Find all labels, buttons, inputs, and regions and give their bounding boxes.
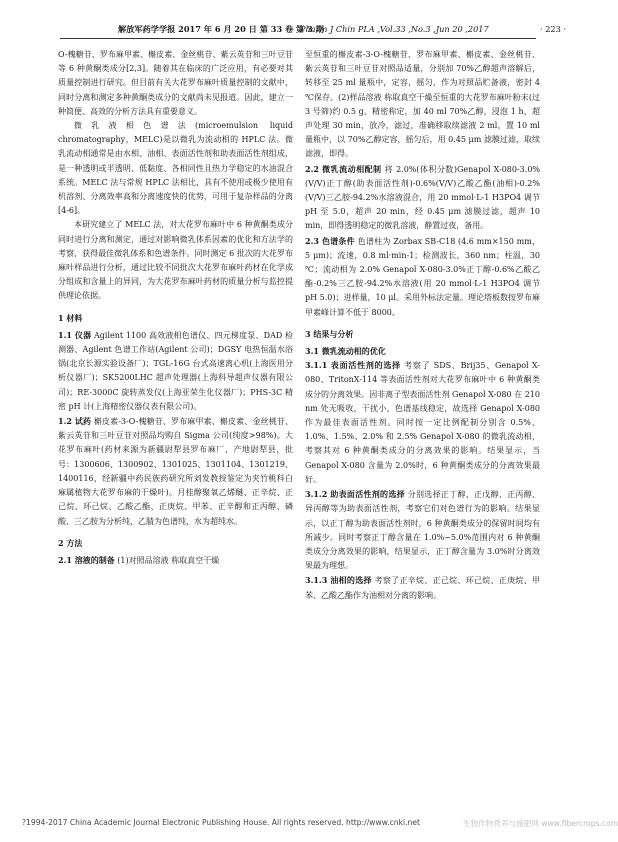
text-surfactant: 考察了 SDS、Brij35、Genapol X-080、TritonX-114 等表面活性剂对大花罗布麻叶中 6 种黄酮类成分的分离效果。因非离子型表面活性剂 Genapol X-080 在 210 nm 处无吸收，干扰小，色谱基线稳定，故选择 Genapol X-080 作为最佳表面活性剂。同时按一定比例配制分别含 0.5%、1.0%、1.5%、2.0% 和 2.5% Genapol X-080 的微乳流动相，考察其对 6 种黄酮类成分的分离效果的影响。结果显示，当 Genapol X-080 含量为 2.0%时，6 种黄酮类成分的分离效果最好。 (305, 361, 540, 484)
text-instruments: Agilent 1100 高效液相色谱仪、四元梯度泵、DAD 检测器、Agilent 色谱工作站(Agilent 公司)；DGSY 电热恒温水浴锅(北京长源实验设备厂)；TGL-16G 台式高速离心机(上海医用分析仪器厂)；SK5200LHC 超声处理器(上海科导超声仪器有限公司)；RE-3000C 旋转蒸发仪(上海亚荣生化仪器厂)；PHS-3C 精密 pH 计(上海精密仪器仪表有限公司)。 (58, 330, 293, 411)
text-reagents: 槲皮素-3-O-槐糖苷、罗布麻甲素、槲皮素、金丝桃苷、紫云英苷和三叶豆苷对照品均购自 Sigma 公司(纯度>98%)。大花罗布麻叶(药材来源为新疆尉犁县罗布麻厂，产地尉犁县，批号：1300606、1300902、1301025、1301104、1301219、1400116，经新疆中药民族药研究所刘发教授鉴定为夹竹桃科白麻属植物大花罗布麻的干燥叶)。月桂醇聚氧乙烯醚、正辛烷、正己烷、环己烷、乙酸乙酯、正庚烷、甲苯、正辛醇和正丙醇、磷酸、三乙胺为分析纯，乙腈为色谱纯，水为超纯水。 (58, 417, 294, 526)
text-cosurfactant: 分别选择正丁醇、正戊醇、正丙醇、异丙醇等为助表面活性剂，考察它们对色谱行为的影响。结果显示，以正丁醇为助表面活性剂时，6 种黄酮类成分的保留时间均有所减少。同时考察正丁醇含量在 1.0%~5.0%范围内对 6 种黄酮类成分分离效果的影响，结果显示，正丁醇含量为 3.0%时分离效果最为理想。 (305, 490, 540, 571)
text-oil-phase: 考察了正辛烷、正己烷、环己烷、正庚烷、甲苯、乙酸乙酯作为油相对分离的影响。 (305, 576, 540, 600)
subheading-chromatography: 2.3 色谱条件 (305, 235, 355, 246)
paragraph-oil-phase (305, 573, 540, 602)
subheading-oil-phase: 3.1.3 油相的选择 (305, 575, 372, 586)
watermark-text: 生物作物营养与施肥网 www.fibercrops.com (463, 819, 618, 828)
paragraph-surfactant (305, 358, 540, 487)
paragraph-mobile-phase (305, 162, 540, 234)
paragraph-intro-cont: O-槐糖苷、罗布麻甲素、槲皮素、金丝桃苷、紫云英苷和三叶豆苷等 6 种黄酮类成分[2,3]。随着其在临床的广泛应用，有必要对其质量控制进行研究。但目前有关大花罗布麻叶质量控制的文献中，同时分离和测定多种黄酮类成分的文献尚未见报道。因此，建立一种简便、高效的分析方法具有重要意义。 (58, 50, 293, 116)
subheading-cosurfactant: 3.1.2 助表面活性剂的选择 (305, 489, 405, 500)
subheading-mobile-phase: 2.2 微乳流动相配制 (305, 163, 382, 174)
copyright-line: ?1994-2017 China Academic Journal Electronic Publishing House. All rights reserved. http://www.cnki.net (22, 818, 421, 827)
paragraph-aim: 本研究建立了 MELC 法，对大花罗布麻叶中 6 种黄酮类成分同时进行分离和测定，通过对影响微乳体系因素的优化和方法学的考察，获得最佳微乳体系和色谱条件。同时测定 6 批次的大花罗布麻叶样品进行分析，通过比较不同批次大花罗布麻叶药材在化学成分组成和含量上的异同，为大花罗布麻叶药材的质量分析与监控提供理论依据。 (58, 220, 293, 301)
journal-title-en: Pharm J Chin PLA ,Vol.33 ,No.3 ,Jun 20 ,2017 (300, 24, 489, 34)
right-column (305, 48, 540, 603)
paragraph-solution-prep (58, 553, 293, 568)
page-number: · 223 · (540, 24, 567, 34)
subheading-solution-prep: 2.1 溶液的制备 (58, 554, 115, 565)
text-mobile-phase: 将 2.0%(体积分数)Genapol X-080-3.0%(V/V)正丁醇(助表面活性剂)-0.6%(V/V)乙酸乙酯(油相)-0.2%(V/V)三乙胺-94.2%水溶液混合，用 20 mmol·L-1 H3PO4 调节 pH 至 5.0，超声 20 min，经 0.45 μm 滤膜过滤，超声 10 min，即得透明稳定的微乳溶液，静置过夜，备用。 (305, 164, 541, 231)
journal-title-cn: 解放军药学学报 2017 年 6 月 20 日 第 33 卷 第 3 期 (118, 24, 324, 34)
paragraph-reagents (58, 414, 293, 529)
section-heading-methods: 2 方法 (58, 537, 83, 548)
left-column (58, 48, 293, 568)
paragraph-solution-cont: 至恒重的槲皮素-3-O-槐糖苷、罗布麻甲素、槲皮素、金丝桃苷、紫云英苷和三叶豆苷对照品适量，分别加 70%乙醇超声溶解后，转移至 25 ml 量瓶中，定容，摇匀，作为对照品贮备液，密封 4 ℃保存。(2)样品溶液 称取真空干燥至恒重的大花罗布麻叶粉末(过 3 号筛)约 0.5 g，精密称定，加 40 ml 70%乙醇，浸泡 1 h，超声处理 30 min，放冷，滤过，准确移取续滤液 2 ml，置 10 ml 量瓶中，以 70%乙醇定容，摇匀后，用 0.45 μm 滤膜过滤，取续滤液，即得。 (305, 50, 540, 159)
text-solution-prep: (1)对照品溶液 称取真空干燥 (114, 555, 220, 565)
subheading-instruments: 1.1 仪器 (58, 329, 92, 340)
section-heading-materials: 1 材料 (58, 312, 83, 323)
subsection-heading-optimization: 3.1 微乳流动相的优化 (305, 346, 386, 357)
paragraph-chromatography (305, 234, 540, 320)
subheading-surfactant: 3.1.1 表面活性剂的选择 (305, 360, 401, 371)
text-chromatography: 色谱柱为 Zorbax SB-C18 (4.6 mm×150 mm，5 μm)；流速，0.8 ml·min-1；检测波长，360 nm；柱温，30 ℃；流动相为 2.0% Genapol X-080-3.0%正丁醇-0.6%乙酸乙酯-0.2%三乙胺-94.2%水溶液(用 20 mmol·L-1 H3PO4 调节 pH 5.0)；进样量，10 μl。采用外标法定量。理论塔板数按罗布麻甲素峰计算不低于 8000。 (305, 236, 541, 317)
paragraph-cosurfactant (305, 487, 540, 573)
header-rule (60, 38, 536, 39)
subheading-reagents: 1.2 试药 (58, 416, 92, 427)
paragraph-instruments (58, 328, 293, 414)
section-heading-results: 3 结果与分析 (305, 328, 354, 339)
page-header (0, 0, 595, 40)
paragraph-melc: 微乳液相色谱法(microemulsion liquid chromatography，MELC)是以微乳为流动相的 HPLC 法。微乳流动相通常是由水相、油相、表面活性剂和助表面活性剂组成，是一种透明或半透明、低黏度、各相同性且热力学稳定的水油混合系统。MELC 法与常规 HPLC 法相比，具有不使用或极少使用有机溶剂、分离效率高和分离速度快的优势，可用于复杂样品的分离[4-6]。 (58, 121, 293, 216)
